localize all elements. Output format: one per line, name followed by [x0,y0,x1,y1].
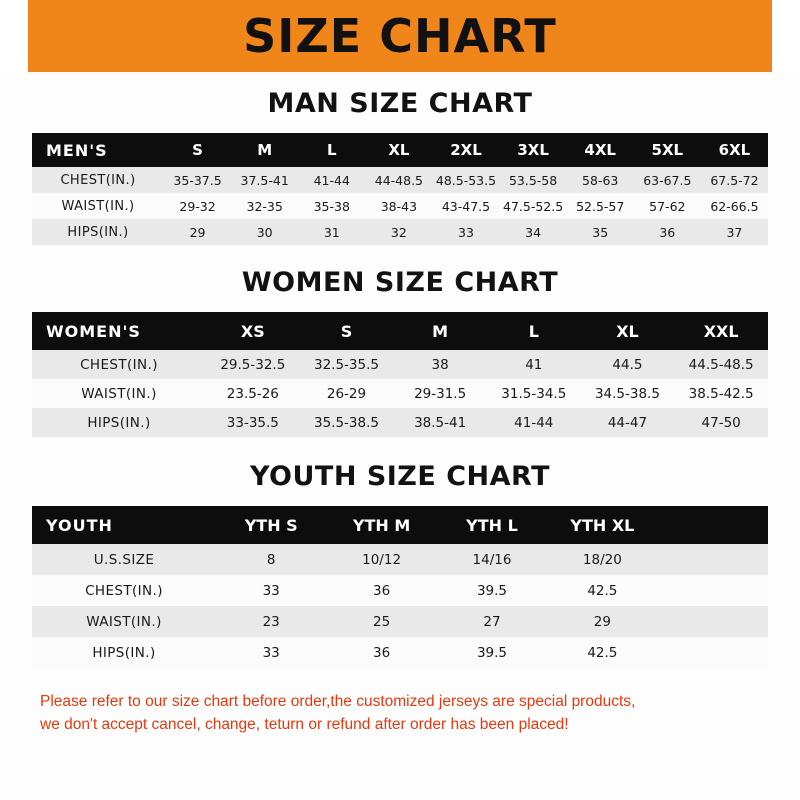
women-row-label-chest: CHEST(IN.) [32,350,206,379]
table-row [32,575,768,606]
youth-chest-s: 33 [216,575,326,606]
men-hips-xl: 32 [365,219,432,245]
table-row [32,350,768,379]
table-header-row [32,506,768,544]
men-chest-5xl: 63-67.5 [634,167,701,193]
women-hips-l: 41-44 [487,408,581,437]
table-row [32,379,768,408]
men-hips-3xl: 34 [500,219,567,245]
youth-section-title: YOUTH SIZE CHART [249,461,551,492]
women-chest-xl: 44.5 [581,350,675,379]
content-area [0,88,800,737]
youth-ussize-s: 8 [216,544,326,575]
youth-hips-l: 39.5 [437,637,547,668]
youth-ussize-l: 14/16 [437,544,547,575]
table-header-row [32,312,768,350]
women-hips-xs: 33-35.5 [206,408,300,437]
youth-ussize-empty [658,544,768,575]
men-col-l: L [298,133,365,167]
women-col-m: M [393,312,487,350]
youth-row-label-ussize: U.S.SIZE [32,544,216,575]
youth-waist-s: 23 [216,606,326,637]
women-hips-xl: 44-47 [581,408,675,437]
men-col-6xl: 6XL [701,133,768,167]
men-col-4xl: 4XL [567,133,634,167]
youth-chest-xl: 42.5 [547,575,657,606]
youth-col-xl: YTH XL [547,506,657,544]
table-row [32,408,768,437]
table-row [32,637,768,668]
youth-row-label-hips: HIPS(IN.) [32,637,216,668]
table-row [32,544,768,575]
youth-waist-l: 27 [437,606,547,637]
youth-waist-xl: 29 [547,606,657,637]
men-waist-2xl: 43-47.5 [432,193,499,219]
youth-col-empty [658,506,768,544]
youth-chest-empty [658,575,768,606]
men-waist-4xl: 52.5-57 [567,193,634,219]
men-chest-l: 41-44 [298,167,365,193]
women-chest-m: 38 [393,350,487,379]
men-size-table [32,133,768,245]
youth-size-table [32,506,768,668]
women-row-label-hips: HIPS(IN.) [32,408,206,437]
men-row-label-waist: WAIST(IN.) [32,193,164,219]
men-hips-m: 30 [231,219,298,245]
youth-waist-m: 25 [326,606,436,637]
men-waist-3xl: 47.5-52.5 [500,193,567,219]
men-hips-4xl: 35 [567,219,634,245]
table-row [32,219,768,245]
women-waist-xxl: 38.5-42.5 [674,379,768,408]
header-banner [0,0,800,72]
youth-hips-empty [658,637,768,668]
men-chest-6xl: 67.5-72 [701,167,768,193]
men-col-3xl: 3XL [500,133,567,167]
men-waist-l: 35-38 [298,193,365,219]
women-col-xxl: XXL [674,312,768,350]
women-waist-xs: 23.5-26 [206,379,300,408]
youth-hips-s: 33 [216,637,326,668]
women-chest-xs: 29.5-32.5 [206,350,300,379]
youth-ussize-xl: 18/20 [547,544,657,575]
men-col-xl: XL [365,133,432,167]
women-col-s: S [300,312,394,350]
youth-waist-empty [658,606,768,637]
men-hips-6xl: 37 [701,219,768,245]
order-notice [40,690,760,737]
youth-ussize-m: 10/12 [326,544,436,575]
men-hips-5xl: 36 [634,219,701,245]
youth-hips-m: 36 [326,637,436,668]
table-header-row [32,133,768,167]
women-col-xs: XS [206,312,300,350]
women-hips-m: 38.5-41 [393,408,487,437]
women-waist-s: 26-29 [300,379,394,408]
men-waist-xl: 38-43 [365,193,432,219]
men-row-label-chest: CHEST(IN.) [32,167,164,193]
men-row-label-hips: HIPS(IN.) [32,219,164,245]
men-col-m: M [231,133,298,167]
youth-chest-m: 36 [326,575,436,606]
youth-chest-l: 39.5 [437,575,547,606]
men-col-s: S [164,133,231,167]
men-chest-s: 35-37.5 [164,167,231,193]
table-row [32,167,768,193]
men-hips-2xl: 33 [432,219,499,245]
table-row [32,193,768,219]
youth-table-corner-header: YOUTH [32,506,216,544]
women-row-label-waist: WAIST(IN.) [32,379,206,408]
women-table-corner-header: WOMEN'S [32,312,206,350]
men-hips-s: 29 [164,219,231,245]
women-hips-xxl: 47-50 [674,408,768,437]
men-chest-4xl: 58-63 [567,167,634,193]
women-waist-xl: 34.5-38.5 [581,379,675,408]
women-size-table [32,312,768,437]
women-hips-s: 35.5-38.5 [300,408,394,437]
youth-hips-xl: 42.5 [547,637,657,668]
women-chest-s: 32.5-35.5 [300,350,394,379]
men-table-corner-header: MEN'S [32,133,164,167]
men-waist-s: 29-32 [164,193,231,219]
men-chest-3xl: 53.5-58 [500,167,567,193]
page-title: SIZE CHART [243,9,557,63]
notice-line-1: Please refer to our size chart before order,the customized jerseys are special products, [40,693,636,710]
youth-row-label-chest: CHEST(IN.) [32,575,216,606]
women-waist-l: 31.5-34.5 [487,379,581,408]
men-waist-m: 32-35 [231,193,298,219]
men-hips-l: 31 [298,219,365,245]
women-waist-m: 29-31.5 [393,379,487,408]
women-col-l: L [487,312,581,350]
men-waist-5xl: 57-62 [634,193,701,219]
men-waist-6xl: 62-66.5 [701,193,768,219]
men-chest-xl: 44-48.5 [365,167,432,193]
men-chest-2xl: 48.5-53.5 [432,167,499,193]
women-chest-l: 41 [487,350,581,379]
youth-row-label-waist: WAIST(IN.) [32,606,216,637]
women-chest-xxl: 44.5-48.5 [674,350,768,379]
youth-col-l: YTH L [437,506,547,544]
notice-line-2: we don't accept cancel, change, teturn or refund after order has been placed! [40,716,569,734]
women-section-title: WOMEN SIZE CHART [241,267,559,298]
youth-col-m: YTH M [326,506,436,544]
men-col-2xl: 2XL [432,133,499,167]
man-section-title: MAN SIZE CHART [267,88,533,119]
men-col-5xl: 5XL [634,133,701,167]
table-row [32,606,768,637]
men-chest-m: 37.5-41 [231,167,298,193]
youth-col-s: YTH S [216,506,326,544]
women-col-xl: XL [581,312,675,350]
